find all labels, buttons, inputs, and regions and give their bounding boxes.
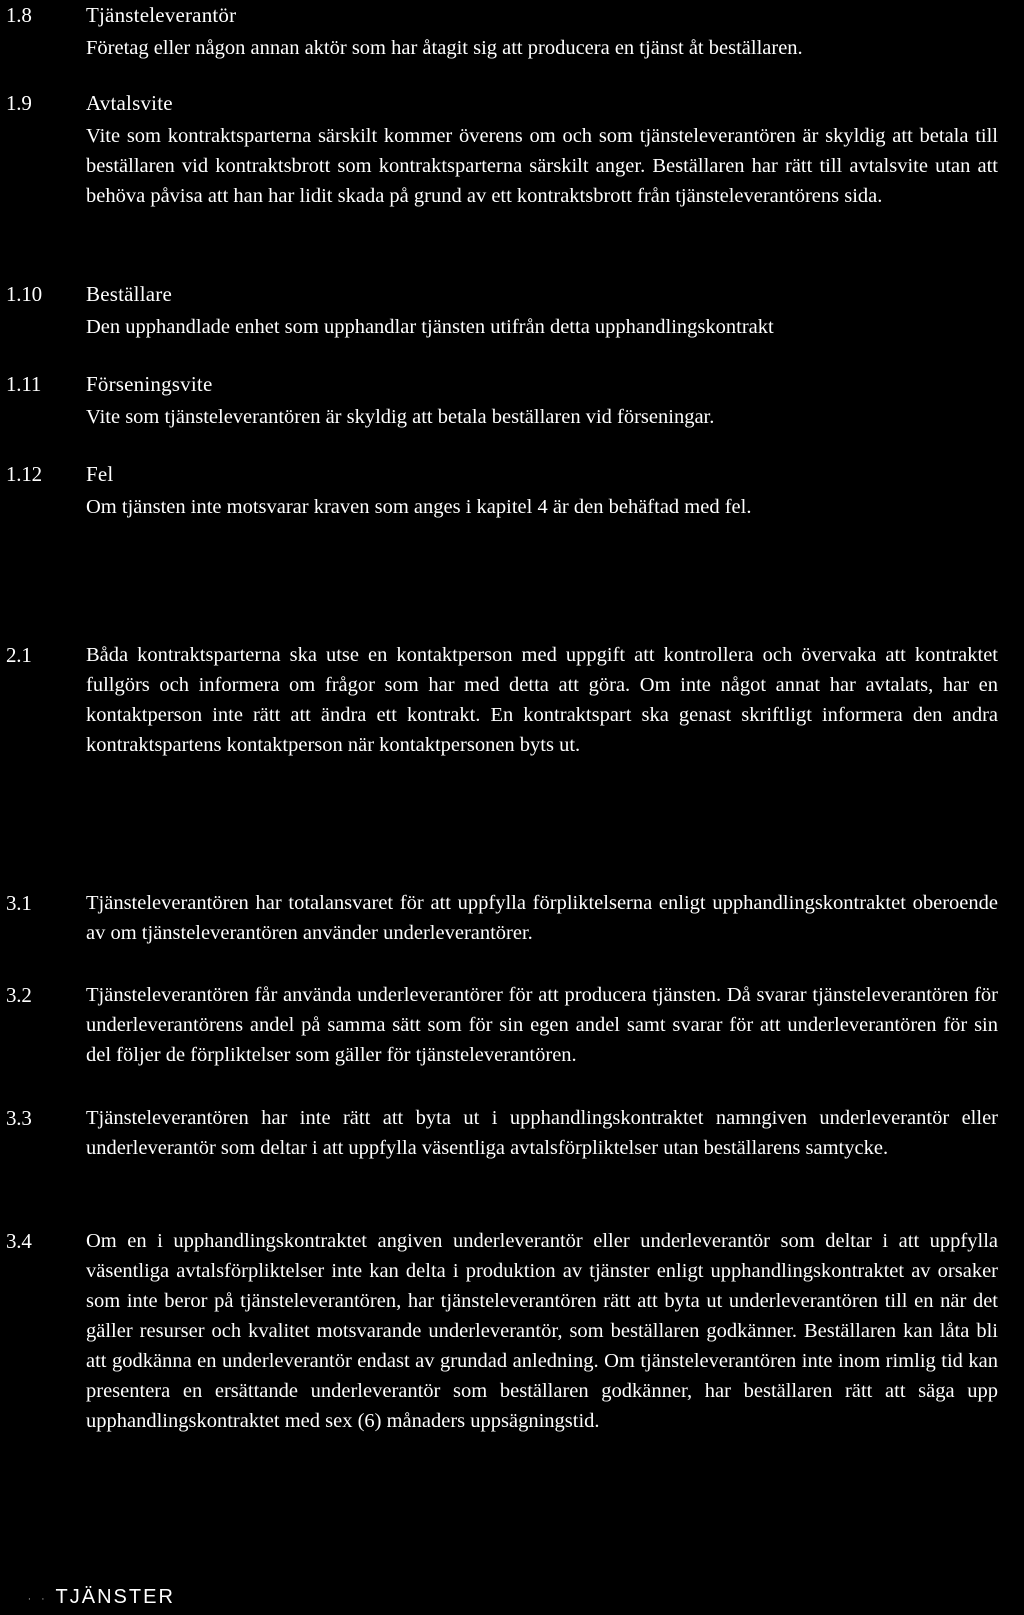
clause-text: Om en i upphandlingskontraktet angiven underleverantör eller underleverantör som deltar i att uppfylla väsentliga avtalsförpliktelser inte kan delta i produktion av tjänster enligt upphandlingskontraktet av orsaker som inte beror på tjänsteleverantören, har tjänsteleverantören rätt att byta ut underleverantören till en när det gäller resurser och kvalitet motsvarande underleverantör, som beställaren godkänner. Beställaren kan låta bli att godkänna en underleverantör endast av grundad anledning. Om tjänsteleverantören inte inom rimlig tid kan presentera en ersättande underleverantör som beställaren godkänner, har beställaren rätt att säga upp upphandlingskontraktet med sex (6) månaders uppsägningstid. xyxy=(86,1230,998,1432)
clause-text: Tjänsteleverantören får använda underleverantörer för att producera tjänsten. Då svarar tjänsteleverantören för underleverantörens andel på samma sätt som för sin egen andel samt svarar för att underleverantören för sin del följer de förpliktelser som gäller för tjänsteleverantören. xyxy=(86,984,998,1066)
definition-text: Vite som tjänsteleverantören är skyldig att betala beställaren vid förseningar. xyxy=(86,406,715,428)
definition-number: 1.11 xyxy=(6,372,42,396)
definition-number: 1.12 xyxy=(6,462,42,486)
clause-number: 3.3 xyxy=(6,1106,32,1130)
clause-text: Tjänsteleverantören har totalansvaret för att uppfylla förpliktelserna enligt upphandlingskontraktet oberoende av om tjänsteleverantören använder underleverantörer. xyxy=(86,892,998,944)
definition-term: Avtalsvite xyxy=(86,91,173,115)
clause-number: 3.1 xyxy=(6,891,32,915)
definition-number: 1.9 xyxy=(6,91,32,115)
definition-term: Beställare xyxy=(86,282,172,306)
definition-text: Den upphandlade enhet som upphandlar tjänsten utifrån detta upphandlingskontrakt xyxy=(86,316,774,338)
footer-label: TJÄNSTER xyxy=(55,1586,175,1608)
definition-text: Företag eller någon annan aktör som har åtagit sig att producera en tjänst åt beställaren. xyxy=(86,37,803,59)
definition-number: 1.10 xyxy=(6,282,42,306)
definition-term: Fel xyxy=(86,462,114,486)
definition-number: 1.8 xyxy=(6,3,32,27)
definition-term: Tjänsteleverantör xyxy=(86,3,237,27)
clause-number: 2.1 xyxy=(6,643,32,667)
footer-dots: . . xyxy=(28,1591,49,1603)
clause-text: Båda kontraktsparterna ska utse en kontaktperson med uppgift att kontrollera och övervaka att kontraktet fullgörs och informera om frågor som har med detta att göra. Om inte något annat har avtalats, har en kontaktperson inte rätt att ändra ett kontrakt. En kontraktspart ska genast skriftligt informera den andra kontraktspartens kontaktperson när kontaktpersonen byts ut. xyxy=(86,644,998,756)
definition-term: Förseningsvite xyxy=(86,372,213,396)
clause-text: Tjänsteleverantören har inte rätt att byta ut i upphandlingskontraktet namngiven underleverantör eller underleverantör som deltar i att uppfylla väsentliga avtalsförpliktelser utan beställarens samtycke. xyxy=(86,1107,998,1159)
clause-number: 3.2 xyxy=(6,983,32,1007)
definition-text: Om tjänsten inte motsvarar kraven som anges i kapitel 4 är den behäftad med fel. xyxy=(86,496,752,518)
clause-number: 3.4 xyxy=(6,1229,32,1253)
definition-text: Vite som kontraktsparterna särskilt kommer överens om och som tjänsteleverantören är skyldig att betala till beställaren vid kontraktsbrott som kontraktsparterna särskilt anger. Beställaren har rätt till avtalsvite utan att behöva påvisa att han har lidit skada på grund av ett kontraktsbrott från tjänsteleverantörens sida. xyxy=(86,125,998,207)
next-section-heading xyxy=(28,1585,175,1610)
